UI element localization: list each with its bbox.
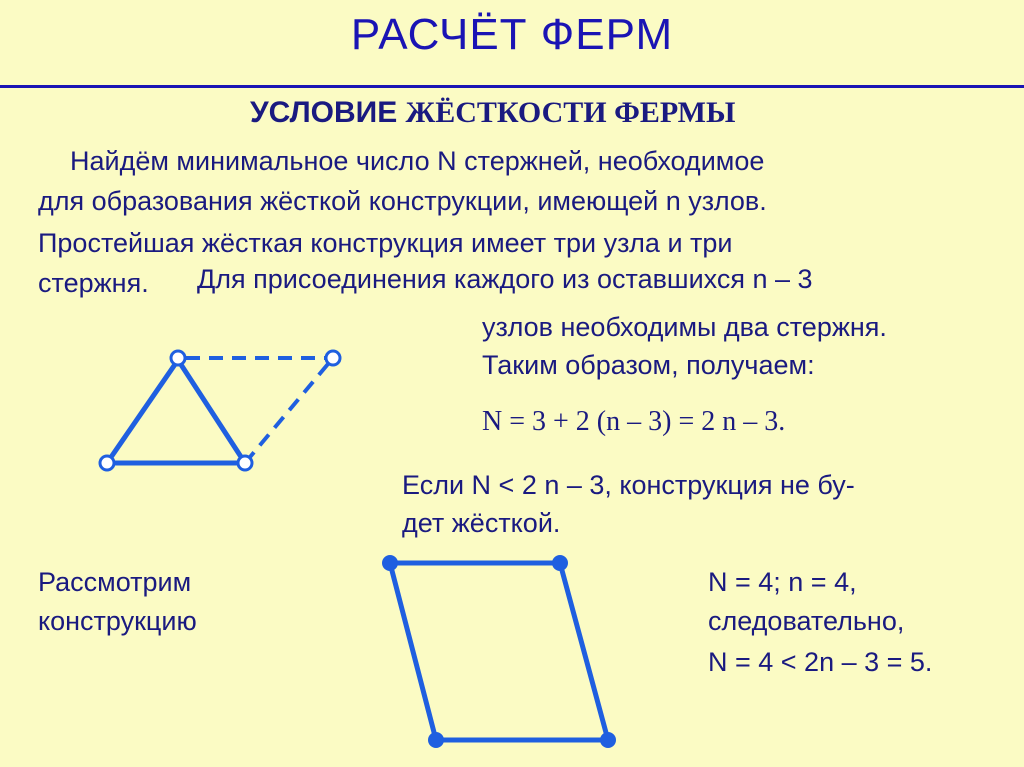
- truss-rod: [178, 360, 245, 463]
- parallelogram-rods: [390, 563, 608, 740]
- added-rod-dashed: [245, 358, 333, 463]
- paragraph-line-4a: стержня.: [38, 268, 149, 298]
- parallelogram-truss-diagram: [382, 555, 616, 748]
- section-heading-part2: ЖЁСТКОСТИ ФЕРМЫ: [405, 96, 736, 129]
- truss-node: [552, 555, 568, 571]
- paragraph-line-6: Таким образом, получаем:: [482, 350, 815, 380]
- result-line-3: N = 4 < 2n – 3 = 5.: [708, 647, 933, 677]
- paragraph-line-1: Найдём минимальное число N стержней, необходимое: [70, 146, 765, 176]
- truss-node: [382, 555, 398, 571]
- section-heading-part1: УСЛОВИЕ: [250, 96, 406, 129]
- result-line-2: следовательно,: [708, 606, 905, 636]
- slide-title: РАСЧЁТ ФЕРМ: [350, 10, 674, 59]
- paragraph-line-3: Простейшая жёсткая конструкция имеет три узла и три: [38, 228, 733, 258]
- rigidity-formula: N = 3 + 2 (n – 3) = 2 n – 3.: [482, 406, 786, 437]
- truss-rod: [107, 360, 178, 463]
- condition-line-2: дет жёсткой.: [402, 508, 561, 538]
- result-line-1: N = 4; n = 4,: [708, 567, 857, 597]
- triangle-truss-diagram: [100, 351, 340, 470]
- paragraph-line-4b: Для присоединения каждого из оставшихся n – 3: [197, 264, 813, 294]
- paragraph-line-5: узлов необходимы два стержня.: [482, 312, 887, 342]
- condition-line-1: Если N < 2 n – 3, конструкция не бу-: [402, 470, 855, 500]
- truss-node: [100, 456, 114, 470]
- truss-node: [238, 456, 252, 470]
- truss-node: [171, 351, 185, 365]
- truss-node: [600, 732, 616, 748]
- added-truss-node: [326, 351, 340, 365]
- paragraph-line-2: для образования жёсткой конструкции, имеющей n узлов.: [38, 186, 767, 216]
- consider-line-1: Рассмотрим: [38, 567, 192, 597]
- truss-node: [428, 732, 444, 748]
- consider-line-2: конструкцию: [38, 606, 197, 636]
